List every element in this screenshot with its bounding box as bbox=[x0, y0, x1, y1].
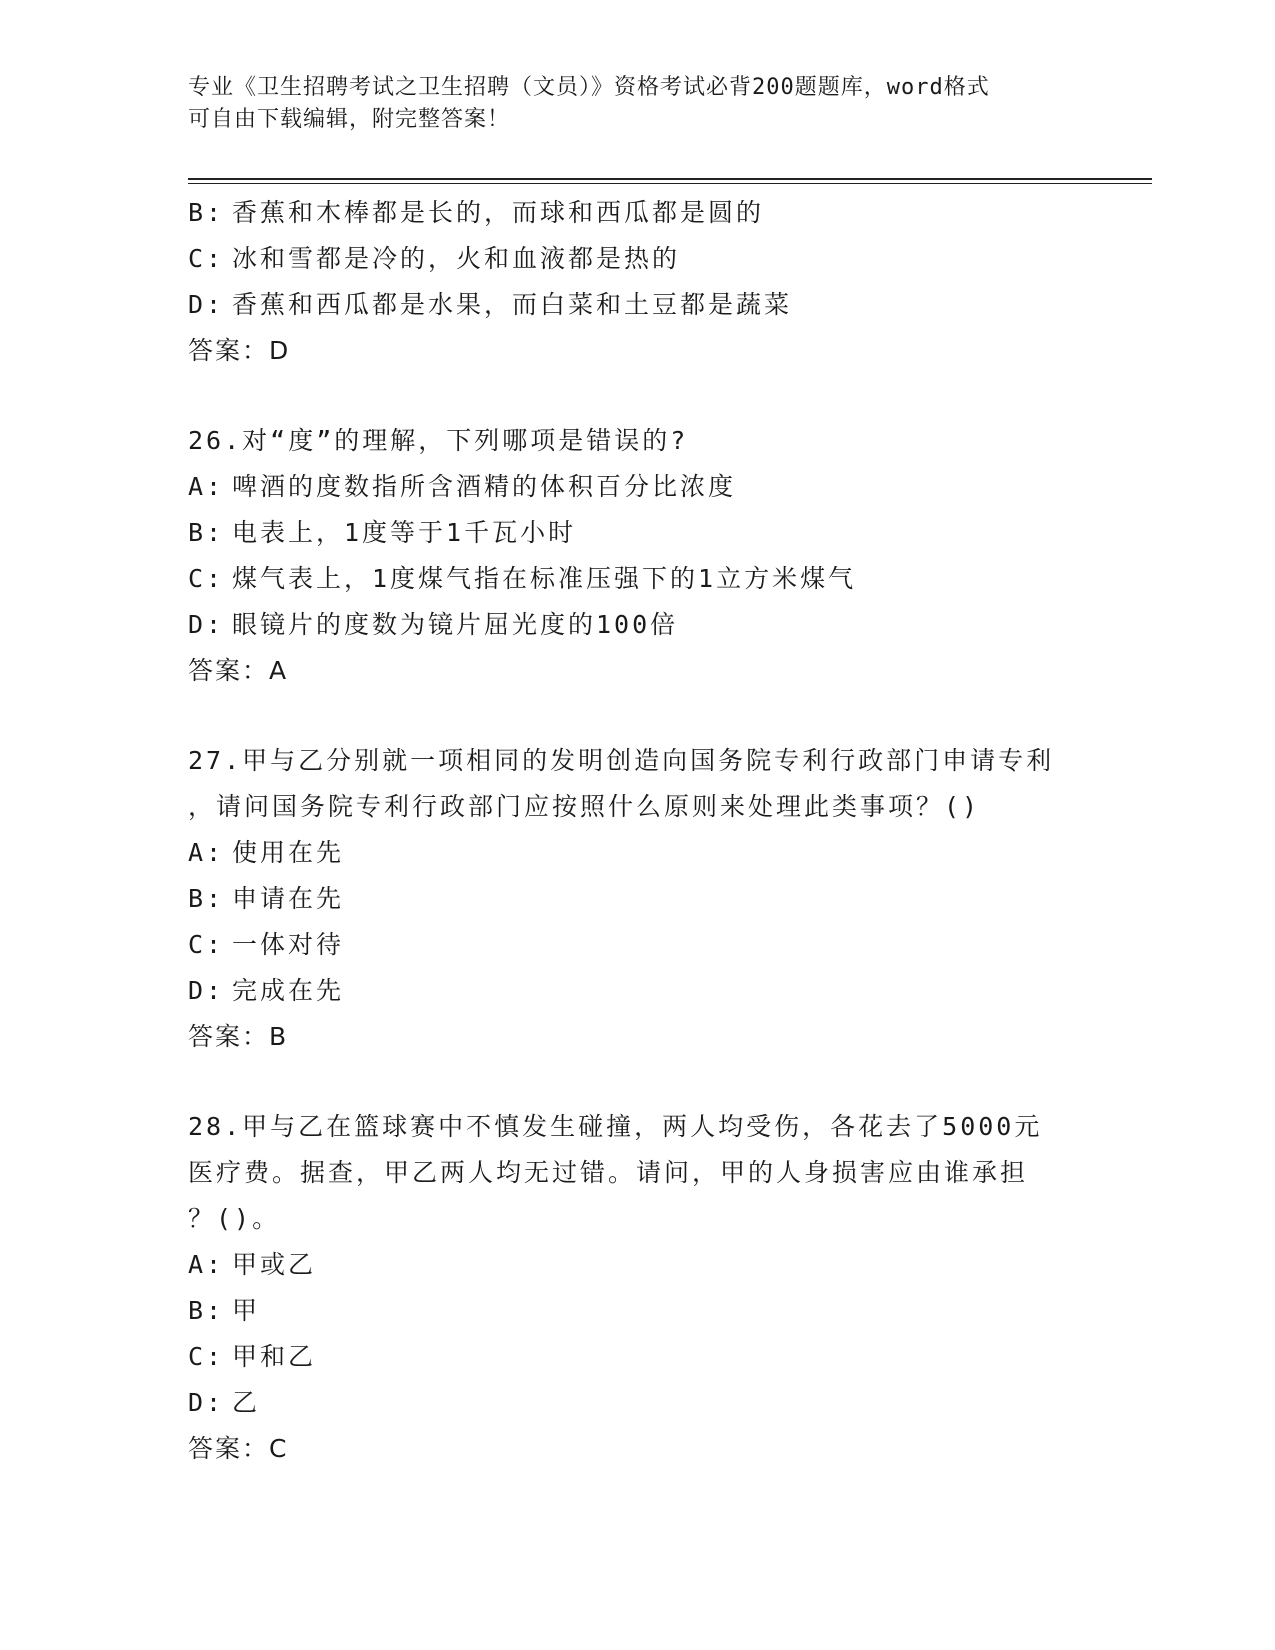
option-text: 一体对待 bbox=[232, 930, 345, 959]
option-text: 甲 bbox=[232, 1296, 261, 1325]
option-text: 冰和雪都是冷的，火和血液都是热的 bbox=[232, 244, 681, 273]
option-d bbox=[188, 602, 1088, 648]
option-c bbox=[188, 1334, 1088, 1380]
option-text: 电表上，1度等于1千瓦小时 bbox=[232, 518, 577, 547]
question-stem-line-2: 医疗费。据查，甲乙两人均无过错。请问，甲的人身损害应由谁承担 bbox=[188, 1158, 1029, 1187]
question-stem-line-3: ？()。 bbox=[188, 1204, 281, 1233]
header-rule-thick bbox=[188, 178, 1152, 180]
option-text: 使用在先 bbox=[232, 838, 345, 867]
option-b bbox=[188, 876, 1088, 922]
spacer bbox=[188, 1060, 1088, 1104]
answer-line: 答案：B bbox=[188, 1022, 289, 1051]
answer-line: 答案：C bbox=[188, 1434, 289, 1463]
option-c bbox=[188, 236, 1088, 282]
spacer bbox=[188, 694, 1088, 738]
question-25 bbox=[188, 190, 1088, 374]
option-text: 乙 bbox=[232, 1388, 261, 1417]
option-key: C: bbox=[188, 1342, 225, 1371]
question-stem-line-1: 28.甲与乙在篮球赛中不慎发生碰撞，两人均受伤，各花去了5000元 bbox=[188, 1112, 1043, 1141]
answer-line: 答案：A bbox=[188, 656, 289, 685]
option-a bbox=[188, 830, 1088, 876]
header-rule-thin bbox=[188, 183, 1152, 184]
option-text: 申请在先 bbox=[232, 884, 345, 913]
option-key: B: bbox=[188, 884, 225, 913]
question-27 bbox=[188, 738, 1088, 1060]
option-key: B: bbox=[188, 518, 225, 547]
option-b bbox=[188, 190, 1088, 236]
option-key: C: bbox=[188, 244, 225, 273]
option-key: A: bbox=[188, 472, 225, 501]
option-d bbox=[188, 282, 1088, 328]
option-key: C: bbox=[188, 564, 225, 593]
option-key: D: bbox=[188, 610, 225, 639]
option-a bbox=[188, 464, 1088, 510]
option-text: 眼镜片的度数为镜片屈光度的100倍 bbox=[232, 610, 679, 639]
document-header bbox=[188, 72, 1068, 136]
spacer bbox=[188, 374, 1088, 418]
option-key: A: bbox=[188, 1250, 225, 1279]
option-key: D: bbox=[188, 290, 225, 319]
question-26 bbox=[188, 418, 1088, 694]
option-key: B: bbox=[188, 198, 225, 227]
option-a bbox=[188, 1242, 1088, 1288]
question-stem-line-1: 27.甲与乙分别就一项相同的发明创造向国务院专利行政部门申请专利 bbox=[188, 746, 1055, 775]
option-key: D: bbox=[188, 1388, 225, 1417]
option-c bbox=[188, 556, 1088, 602]
option-text: 香蕉和木棒都是长的，而球和西瓜都是圆的 bbox=[232, 198, 765, 227]
question-list bbox=[188, 190, 1088, 1472]
option-text: 啤酒的度数指所含酒精的体积百分比浓度 bbox=[232, 472, 737, 501]
answer-line: 答案：D bbox=[188, 336, 291, 365]
question-stem: 26.对“度”的理解，下列哪项是错误的? bbox=[188, 426, 689, 455]
header-title-line-2: 可自由下载编辑，附完整答案！ bbox=[188, 107, 511, 132]
option-d bbox=[188, 1380, 1088, 1426]
option-key: B: bbox=[188, 1296, 225, 1325]
option-text: 甲或乙 bbox=[232, 1250, 317, 1279]
question-stem-line-2: ，请问国务院专利行政部门应按照什么原则来处理此类事项？() bbox=[188, 792, 981, 821]
question-28 bbox=[188, 1104, 1088, 1472]
option-text: 香蕉和西瓜都是水果，而白菜和土豆都是蔬菜 bbox=[232, 290, 793, 319]
option-text: 完成在先 bbox=[232, 976, 345, 1005]
option-key: C: bbox=[188, 930, 225, 959]
option-c bbox=[188, 922, 1088, 968]
header-title-line-1: 专业《卫生招聘考试之卫生招聘（文员）》资格考试必背200题题库，word格式 bbox=[188, 75, 990, 100]
option-text: 甲和乙 bbox=[232, 1342, 317, 1371]
option-key: D: bbox=[188, 976, 225, 1005]
option-b bbox=[188, 1288, 1088, 1334]
option-b bbox=[188, 510, 1088, 556]
option-d bbox=[188, 968, 1088, 1014]
option-text: 煤气表上，1度煤气指在标准压强下的1立方米煤气 bbox=[232, 564, 857, 593]
option-key: A: bbox=[188, 838, 225, 867]
